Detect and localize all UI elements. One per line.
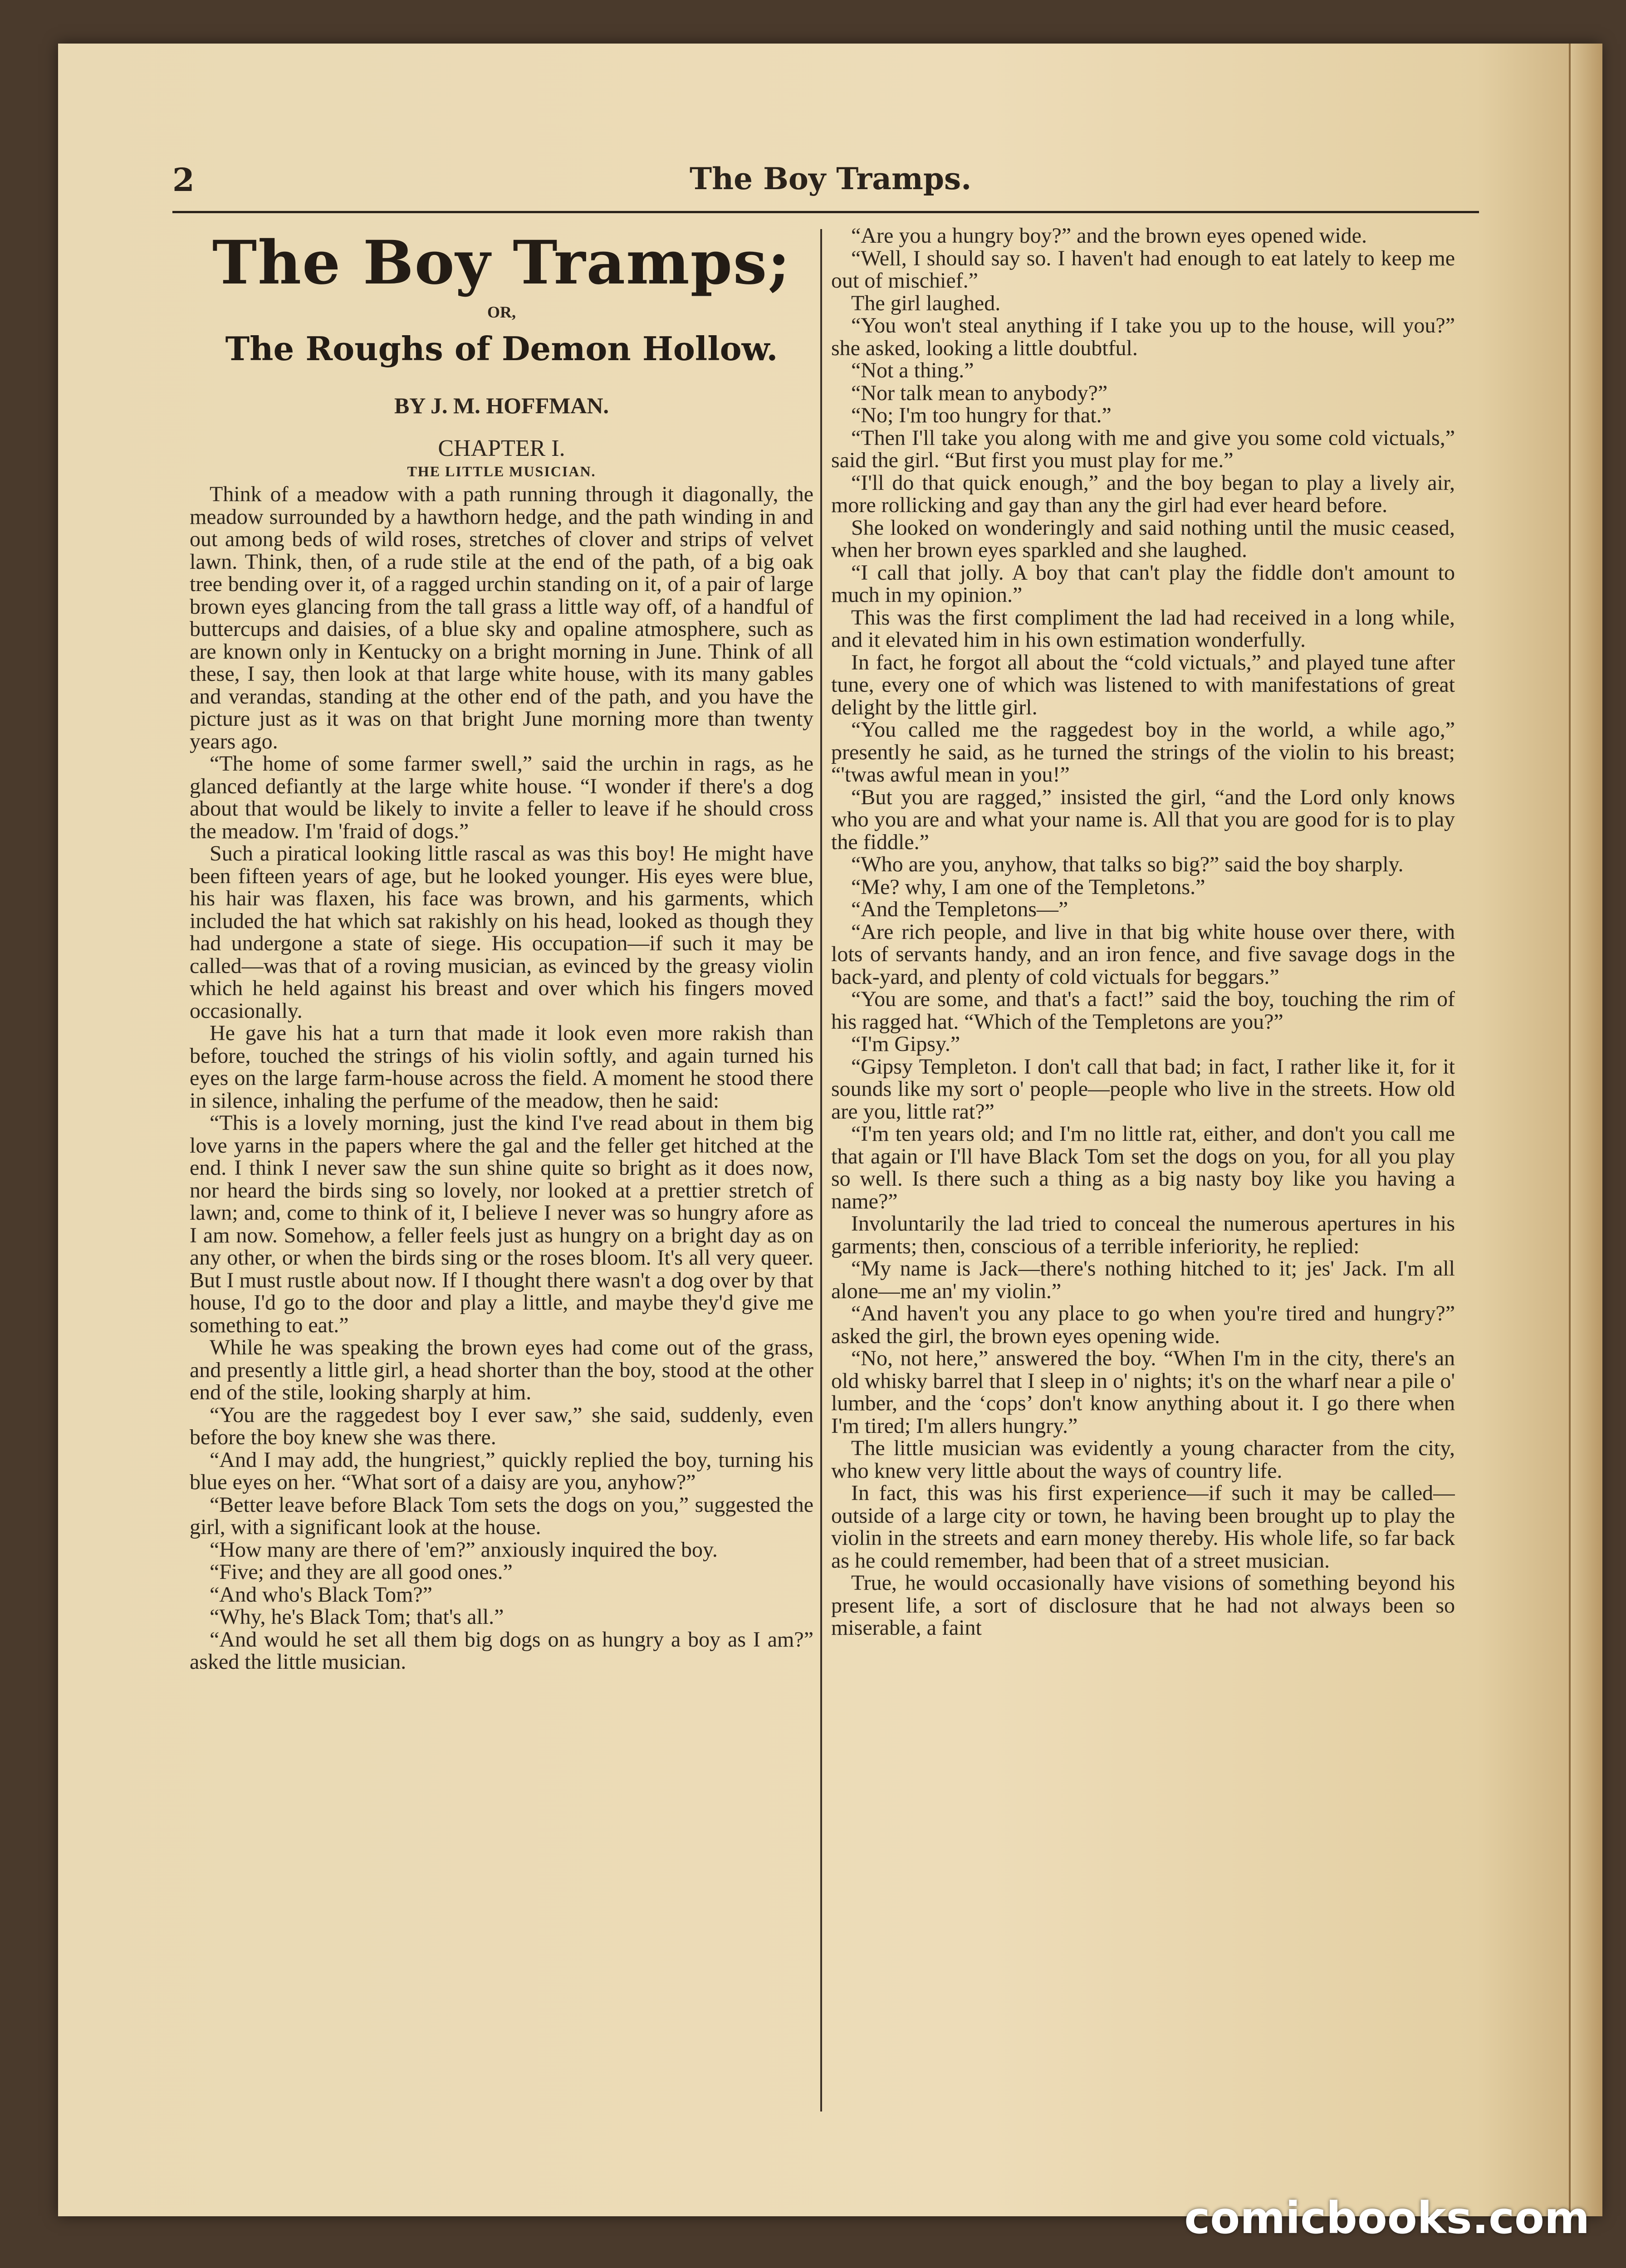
paragraph: Such a piratical looking little rascal as was this boy! He might have been fifteen years of age, but he looked younger. His eyes were blue, his hair was flaxen, his face was brown, and his garments, which included the hat which sat rakishly on his head, looked as though they had undergone a state of siege. His occupation—if such it may be called—was that of a roving musician, as evinced by the greasy violin which he held against his breast and over which his fingers moved occasionally. bbox=[190, 841, 813, 1023]
paragraph: “You are the raggedest boy I ever saw,” she said, suddenly, even before the boy knew she was there. bbox=[190, 1403, 813, 1449]
paragraph: “You called me the raggedest boy in the world, a while ago,” presently he said, as he turned the strings of the violin to his breast; “'twas awful mean in you!” bbox=[831, 718, 1455, 787]
paragraph: “Better leave before Black Tom sets the dogs on you,” suggested the girl, with a significant look at the house. bbox=[190, 1492, 813, 1539]
watermark: comicbooks.com bbox=[1184, 2193, 1590, 2244]
paragraph: “How many are there of 'em?” anxiously inquired the boy. bbox=[210, 1537, 718, 1562]
paragraph: “I'll do that quick enough,” and the boy began to play a lively air, more rollicking and gay than any the girl had ever heard before. bbox=[831, 470, 1455, 517]
paragraph: “Well, I should say so. I haven't had enough to eat lately to keep me out of mischief.” bbox=[831, 246, 1455, 293]
paragraph: “And who's Black Tom?” bbox=[210, 1582, 432, 1607]
byline: BY J. M. HOFFMAN. bbox=[394, 393, 609, 418]
chapter-heading: CHAPTER I. bbox=[438, 435, 565, 461]
paragraph: “No, not here,” answered the boy. “When I'm in the city, there's an old whisky barrel that I sleep in o' nights; it's on the wharf near a pile o' lumber, and the ‘cops’ don't know anything about it. I go there when I'm tired; I'm allers hungry.” bbox=[831, 1346, 1455, 1438]
paragraph: “This is a lovely morning, just the kind I've read about in them big love yarns in the papers where the gal and the feller get hitched at the end. I think I never saw the sun shine quite so bright as it does now, nor heard the birds sing so lovely, nor looked at a prettier stretch of lawn; and, come to think of it, I believe I never was so hungry afore as I am now. Somehow, a feller feels just as hungry on a bright day as on any other, or when the birds sing or the roses bloom. It's all very queer. But I must rustle about now. If I thought there wasn't a dog over by that house, I'd go to the door and play a little, and maybe they'd give me something to eat.” bbox=[190, 1111, 813, 1337]
paragraph: “My name is Jack—there's nothing hitched to it; jes' Jack. I'm all alone—me an' my violin.” bbox=[831, 1256, 1455, 1303]
chapter-title: THE LITTLE MUSICIAN. bbox=[407, 463, 596, 479]
paragraph: “I call that jolly. A boy that can't play the fiddle don't amount to much in my opinion.” bbox=[831, 560, 1455, 607]
paragraph: He gave his hat a turn that made it look even more rakish than before, touched the strings of his violin softly, and again turned his eyes on the large farm-house across the field. A moment he stood there in silence, inhaling the perfume of the meadow, then he said: bbox=[190, 1021, 813, 1113]
paragraph: “Are you a hungry boy?” and the brown eyes opened wide. bbox=[851, 225, 1367, 248]
paragraph: “You are some, and that's a fact!” said the boy, touching the rim of his ragged hat. “Which of the Templetons are you?” bbox=[831, 987, 1455, 1034]
paragraph: Involuntarily the lad tried to conceal the numerous apertures in his garments; then, conscious of a terrible inferiority, he replied: bbox=[831, 1212, 1455, 1258]
left-column bbox=[190, 225, 813, 2121]
paragraph: “You won't steal anything if I take you up to the house, will you?” she asked, looking a little doubtful. bbox=[831, 313, 1455, 360]
paragraph: “Gipsy Templeton. I don't call that bad; in fact, I rather like it, for it sounds like my sort o' people—people who live in the streets. How old are you, little rat?” bbox=[831, 1054, 1455, 1124]
right-column bbox=[831, 225, 1455, 2121]
paragraph: “I'm Gipsy.” bbox=[851, 1032, 960, 1056]
story-title: The Boy Tramps; bbox=[212, 228, 791, 298]
paragraph: In fact, this was his first experience—if such it may be called—outside of a large city or town, he having been brought up to play the violin in the streets and earn money thereby. His whole life, so far back as he could remember, had been that of a street musician. bbox=[831, 1481, 1455, 1573]
paragraph: “And the Templetons—” bbox=[851, 897, 1068, 921]
paragraph: Think of a meadow with a path running through it diagonally, the meadow surrounded by a hawthorn hedge, and the path winding in and out among beds of wild roses, stretches of clover and strips of velvet lawn. Think, then, of a rude stile at the end of the path, of a big oak tree bending over it, of a ragged urchin standing on it, of a pair of large brown eyes glancing from the tall grass a little way off, of a handful of buttercups and daisies, of a blue sky and opaline atmosphere, such as are known only in Kentucky on a bright morning in June. Think of all these, I say, then look at that large white house, with its many gables and verandas, standing at the other end of the path, and you have the picture just as it was on that bright June morning more than twenty years ago. bbox=[190, 482, 813, 753]
right-body-text bbox=[831, 225, 1455, 1639]
paragraph: “Who are you, anyhow, that talks so big?” said the boy sharply. bbox=[851, 852, 1404, 876]
running-title: The Boy Tramps. bbox=[690, 161, 972, 196]
paragraph: This was the first compliment the lad had received in a long while, and it elevated him in his own estimation wonderfully. bbox=[831, 605, 1455, 652]
left-body-text bbox=[190, 483, 813, 1673]
paragraph: “Five; and they are all good ones.” bbox=[210, 1560, 513, 1584]
page-spine bbox=[1569, 44, 1602, 2216]
paragraph: “And would he set all them big dogs on as hungry a boy as I am?” asked the little musician. bbox=[190, 1627, 813, 1674]
paragraph: “Not a thing.” bbox=[851, 358, 974, 382]
paragraph: “Are rich people, and live in that big white house over there, with lots of servants handy, and an iron fence, and five savage dogs in the back-yard, and plenty of cold victuals for beggars.” bbox=[831, 919, 1455, 989]
page-number: 2 bbox=[172, 161, 195, 199]
paragraph: “Why, he's Black Tom; that's all.” bbox=[210, 1605, 504, 1629]
paragraph: “But you are ragged,” insisted the girl, “and the Lord only knows who you are and what your name is. All that you are good for is to play the fiddle.” bbox=[831, 785, 1455, 854]
paragraph: In fact, he forgot all about the “cold victuals,” and played tune after tune, every one of which was listened to with manifestations of great delight by the little girl. bbox=[831, 650, 1455, 719]
paragraph: While he was speaking the brown eyes had come out of the grass, and presently a little girl, a head shorter than the boy, stood at the other end of the stile, looking sharply at him. bbox=[190, 1335, 813, 1404]
paragraph: “And I may add, the hungriest,” quickly replied the boy, turning his blue eyes on her. “What sort of a daisy are you, anyhow?” bbox=[190, 1447, 813, 1494]
paragraph: “The home of some farmer swell,” said the urchin in rags, as he glanced defiantly at the large white house. “I wonder if there's a dog about that would be likely to invite a feller to leave if he should cross the meadow. I'm 'fraid of dogs.” bbox=[190, 752, 813, 843]
story-subtitle: The Roughs of Demon Hollow. bbox=[225, 329, 778, 368]
paragraph: True, he would occasionally have visions of something beyond his present life, a sort of disclosure that he had not always been so miserable, a faint bbox=[831, 1571, 1455, 1640]
paragraph: She looked on wonderingly and said nothing until the music ceased, when her brown eyes sparkled and she laughed. bbox=[831, 515, 1455, 562]
paragraph: “Then I'll take you along with me and give you some cold victuals,” said the girl. “But first you must play for me.” bbox=[831, 425, 1455, 472]
title-or: OR, bbox=[487, 303, 516, 321]
paragraph: The little musician was evidently a young character from the city, who knew very little about the ways of country life. bbox=[831, 1436, 1455, 1483]
paragraph: “Me? why, I am one of the Templetons.” bbox=[851, 875, 1205, 899]
paragraph: “I'm ten years old; and I'm no little rat, either, and don't you call me that again or I'll have Black Tom set the dogs on you, for all you play so well. Is there such a thing as a big nasty boy like you having a name?” bbox=[831, 1122, 1455, 1213]
column-divider bbox=[820, 229, 822, 2112]
page-header bbox=[172, 156, 1479, 213]
paragraph: The girl laughed. bbox=[851, 291, 1001, 315]
paragraph: “Nor talk mean to anybody?” bbox=[851, 381, 1108, 405]
paragraph: “No; I'm too hungry for that.” bbox=[851, 403, 1112, 427]
paragraph: “And haven't you any place to go when you're tired and hungry?” asked the girl, the brown eyes opening wide. bbox=[831, 1301, 1455, 1348]
